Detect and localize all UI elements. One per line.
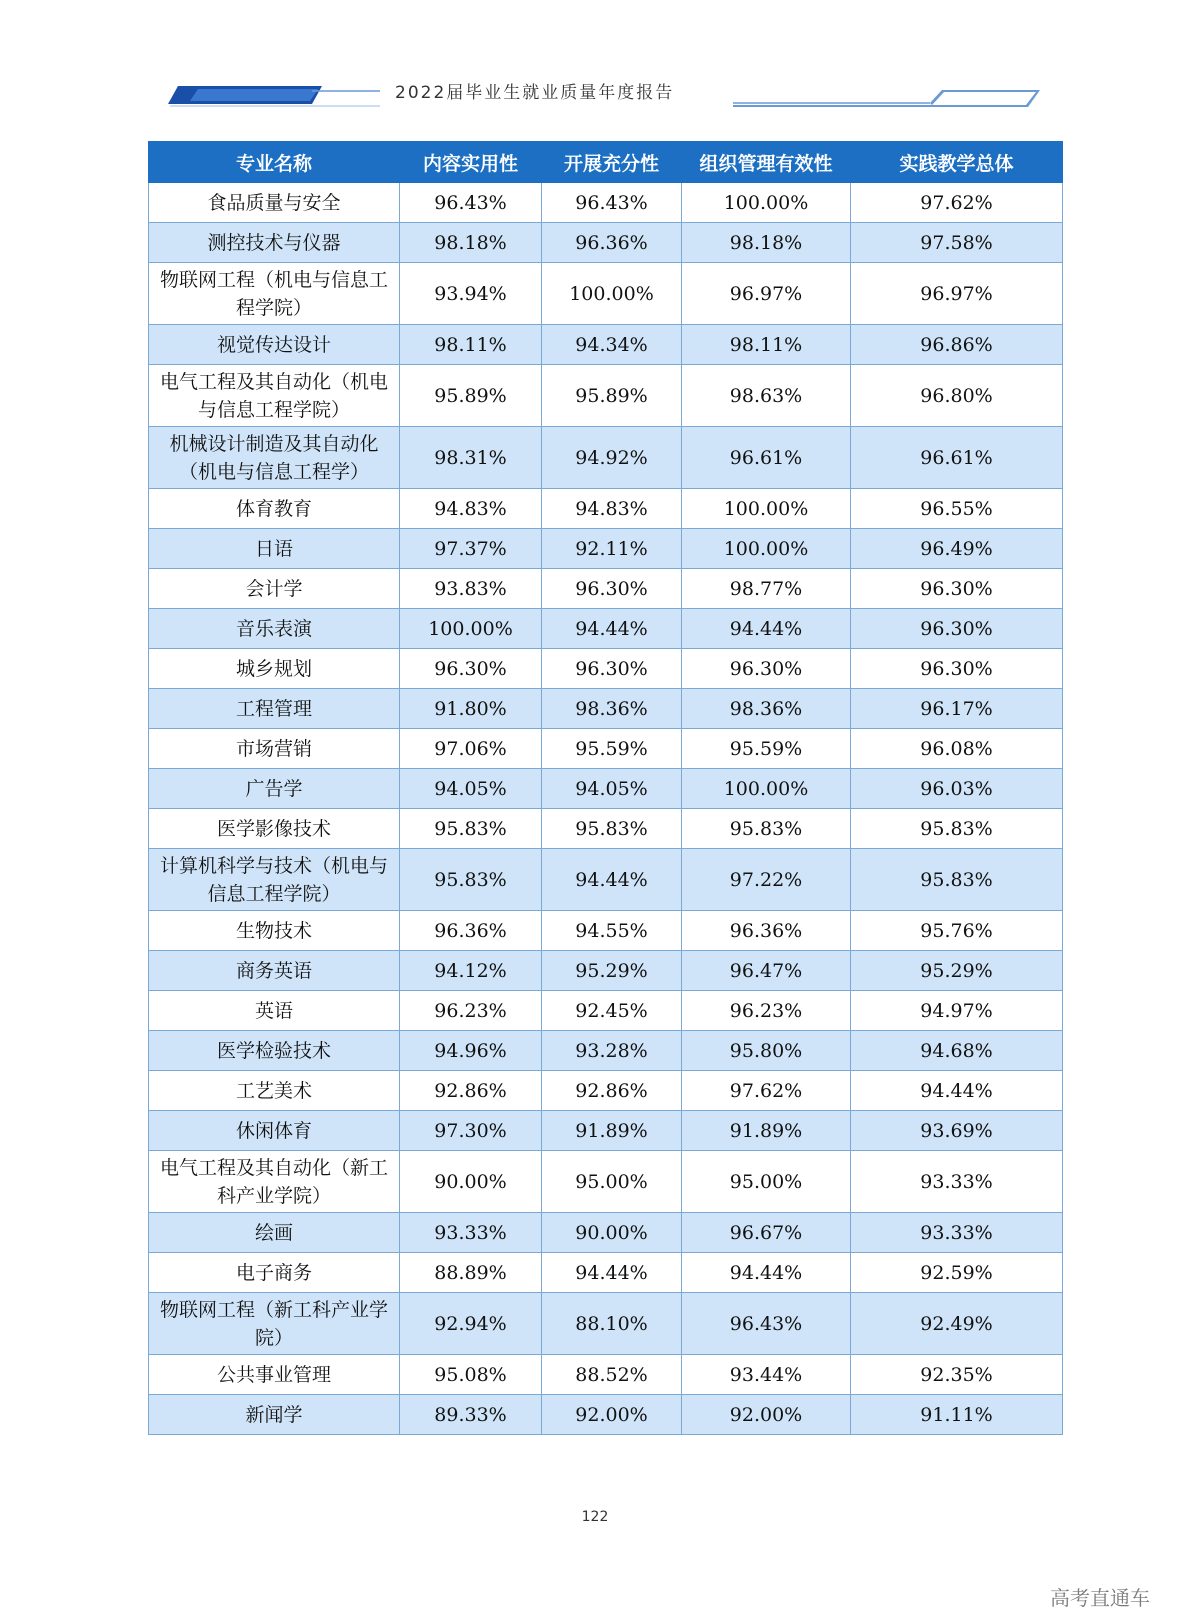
table-row (149, 489, 1063, 529)
percentage-cell: 92.35% (851, 1355, 1063, 1395)
percentage-cell: 96.03% (851, 769, 1063, 809)
table-row (149, 609, 1063, 649)
percentage-cell: 96.23% (682, 991, 851, 1031)
table-row (149, 991, 1063, 1031)
major-name-cell: 测控技术与仪器 (149, 223, 400, 263)
major-name-cell: 英语 (149, 991, 400, 1031)
table-row (149, 1355, 1063, 1395)
major-name-cell: 休闲体育 (149, 1111, 400, 1151)
table-row (149, 769, 1063, 809)
column-header: 实践教学总体 (851, 142, 1063, 183)
percentage-cell: 95.83% (682, 809, 851, 849)
percentage-cell: 92.00% (542, 1395, 682, 1435)
watermark-text: 高考直通车 (1050, 1586, 1150, 1610)
practice-teaching-table (148, 141, 1063, 1435)
major-name-cell: 物联网工程（机电与信息工程学院） (149, 263, 400, 325)
percentage-cell: 96.30% (400, 649, 542, 689)
header-banner-graphic (0, 0, 1190, 130)
percentage-cell: 96.61% (682, 427, 851, 489)
percentage-cell: 96.97% (851, 263, 1063, 325)
percentage-cell: 96.30% (851, 569, 1063, 609)
major-name-cell: 工程管理 (149, 689, 400, 729)
major-name-cell: 医学检验技术 (149, 1031, 400, 1071)
percentage-cell: 93.94% (400, 263, 542, 325)
percentage-cell: 96.86% (851, 325, 1063, 365)
percentage-cell: 95.00% (682, 1151, 851, 1213)
percentage-cell: 91.89% (542, 1111, 682, 1151)
percentage-cell: 96.30% (682, 649, 851, 689)
major-name-cell: 绘画 (149, 1213, 400, 1253)
major-name-cell: 视觉传达设计 (149, 325, 400, 365)
percentage-cell: 95.29% (542, 951, 682, 991)
percentage-cell: 94.12% (400, 951, 542, 991)
major-name-cell: 日语 (149, 529, 400, 569)
percentage-cell: 96.36% (682, 911, 851, 951)
major-name-cell: 计算机科学与技术（机电与信息工程学院） (149, 849, 400, 911)
percentage-cell: 93.69% (851, 1111, 1063, 1151)
table-row (149, 649, 1063, 689)
percentage-cell: 92.45% (542, 991, 682, 1031)
column-header: 专业名称 (149, 142, 400, 183)
percentage-cell: 92.49% (851, 1293, 1063, 1355)
percentage-cell: 93.44% (682, 1355, 851, 1395)
major-name-cell: 食品质量与安全 (149, 183, 400, 223)
percentage-cell: 95.83% (851, 849, 1063, 911)
percentage-cell: 100.00% (682, 529, 851, 569)
table-row (149, 1151, 1063, 1213)
table-row (149, 1253, 1063, 1293)
table-row (149, 569, 1063, 609)
percentage-cell: 92.00% (682, 1395, 851, 1435)
percentage-cell: 94.44% (682, 1253, 851, 1293)
percentage-cell: 91.11% (851, 1395, 1063, 1435)
percentage-cell: 96.30% (851, 609, 1063, 649)
table-row (149, 529, 1063, 569)
major-name-cell: 音乐表演 (149, 609, 400, 649)
major-name-cell: 电气工程及其自动化（新工科产业学院） (149, 1151, 400, 1213)
percentage-cell: 100.00% (682, 769, 851, 809)
major-name-cell: 体育教育 (149, 489, 400, 529)
percentage-cell: 95.29% (851, 951, 1063, 991)
percentage-cell: 98.63% (682, 365, 851, 427)
percentage-cell: 95.08% (400, 1355, 542, 1395)
table-row (149, 1071, 1063, 1111)
table-row (149, 849, 1063, 911)
percentage-cell: 94.83% (400, 489, 542, 529)
percentage-cell: 92.11% (542, 529, 682, 569)
percentage-cell: 97.62% (682, 1071, 851, 1111)
percentage-cell: 94.44% (542, 609, 682, 649)
table-row (149, 951, 1063, 991)
major-name-cell: 医学影像技术 (149, 809, 400, 849)
percentage-cell: 88.10% (542, 1293, 682, 1355)
percentage-cell: 93.33% (851, 1151, 1063, 1213)
major-name-cell: 电子商务 (149, 1253, 400, 1293)
column-header: 开展充分性 (542, 142, 682, 183)
percentage-cell: 97.30% (400, 1111, 542, 1151)
table-row (149, 183, 1063, 223)
percentage-cell: 94.68% (851, 1031, 1063, 1071)
table-row (149, 263, 1063, 325)
percentage-cell: 98.18% (400, 223, 542, 263)
percentage-cell: 95.83% (400, 809, 542, 849)
major-name-cell: 物联网工程（新工科产业学院） (149, 1293, 400, 1355)
percentage-cell: 94.44% (851, 1071, 1063, 1111)
percentage-cell: 95.83% (851, 809, 1063, 849)
table-row (149, 1293, 1063, 1355)
column-header: 内容实用性 (400, 142, 542, 183)
major-name-cell: 广告学 (149, 769, 400, 809)
percentage-cell: 91.89% (682, 1111, 851, 1151)
table-row (149, 729, 1063, 769)
percentage-cell: 90.00% (400, 1151, 542, 1213)
percentage-cell: 96.36% (400, 911, 542, 951)
major-name-cell: 新闻学 (149, 1395, 400, 1435)
percentage-cell: 93.33% (400, 1213, 542, 1253)
percentage-cell: 98.11% (400, 325, 542, 365)
percentage-cell: 96.30% (542, 569, 682, 609)
percentage-cell: 95.89% (400, 365, 542, 427)
table-row (149, 427, 1063, 489)
percentage-cell: 88.89% (400, 1253, 542, 1293)
percentage-cell: 95.83% (400, 849, 542, 911)
percentage-cell: 94.92% (542, 427, 682, 489)
percentage-cell: 98.18% (682, 223, 851, 263)
percentage-cell: 93.83% (400, 569, 542, 609)
percentage-cell: 92.94% (400, 1293, 542, 1355)
percentage-cell: 96.97% (682, 263, 851, 325)
report-header (0, 0, 1190, 130)
percentage-cell: 95.00% (542, 1151, 682, 1213)
percentage-cell: 94.83% (542, 489, 682, 529)
percentage-cell: 96.80% (851, 365, 1063, 427)
percentage-cell: 94.96% (400, 1031, 542, 1071)
percentage-cell: 97.58% (851, 223, 1063, 263)
percentage-cell: 98.11% (682, 325, 851, 365)
table-row (149, 1395, 1063, 1435)
column-header: 组织管理有效性 (682, 142, 851, 183)
percentage-cell: 96.17% (851, 689, 1063, 729)
percentage-cell: 93.28% (542, 1031, 682, 1071)
percentage-cell: 96.43% (542, 183, 682, 223)
percentage-cell: 94.55% (542, 911, 682, 951)
table-row (149, 911, 1063, 951)
major-name-cell: 生物技术 (149, 911, 400, 951)
table-row (149, 1111, 1063, 1151)
percentage-cell: 95.59% (682, 729, 851, 769)
table-row (149, 689, 1063, 729)
table-row (149, 1031, 1063, 1071)
percentage-cell: 94.44% (542, 849, 682, 911)
major-name-cell: 城乡规划 (149, 649, 400, 689)
percentage-cell: 100.00% (682, 489, 851, 529)
major-name-cell: 市场营销 (149, 729, 400, 769)
major-name-cell: 公共事业管理 (149, 1355, 400, 1395)
percentage-cell: 100.00% (400, 609, 542, 649)
major-name-cell: 电气工程及其自动化（机电与信息工程学院） (149, 365, 400, 427)
table-row (149, 809, 1063, 849)
percentage-cell: 97.06% (400, 729, 542, 769)
percentage-cell: 96.30% (542, 649, 682, 689)
percentage-cell: 100.00% (682, 183, 851, 223)
table-row (149, 325, 1063, 365)
major-name-cell: 会计学 (149, 569, 400, 609)
report-title: 2022届毕业生就业质量年度报告 (395, 83, 675, 103)
table-row (149, 1213, 1063, 1253)
major-name-cell: 工艺美术 (149, 1071, 400, 1111)
percentage-cell: 96.67% (682, 1213, 851, 1253)
percentage-cell: 98.77% (682, 569, 851, 609)
major-name-cell: 商务英语 (149, 951, 400, 991)
major-name-cell: 机械设计制造及其自动化（机电与信息工程学） (149, 427, 400, 489)
percentage-cell: 98.36% (682, 689, 851, 729)
percentage-cell: 94.44% (542, 1253, 682, 1293)
percentage-cell: 96.36% (542, 223, 682, 263)
percentage-cell: 94.34% (542, 325, 682, 365)
percentage-cell: 97.62% (851, 183, 1063, 223)
percentage-cell: 95.89% (542, 365, 682, 427)
table-row (149, 223, 1063, 263)
percentage-cell: 100.00% (542, 263, 682, 325)
percentage-cell: 96.30% (851, 649, 1063, 689)
percentage-cell: 92.86% (400, 1071, 542, 1111)
percentage-cell: 95.76% (851, 911, 1063, 951)
percentage-cell: 96.23% (400, 991, 542, 1031)
percentage-cell: 96.49% (851, 529, 1063, 569)
percentage-cell: 90.00% (542, 1213, 682, 1253)
percentage-cell: 96.55% (851, 489, 1063, 529)
percentage-cell: 96.47% (682, 951, 851, 991)
percentage-cell: 94.05% (400, 769, 542, 809)
percentage-cell: 95.83% (542, 809, 682, 849)
percentage-cell: 97.22% (682, 849, 851, 911)
percentage-cell: 96.43% (400, 183, 542, 223)
percentage-cell: 95.80% (682, 1031, 851, 1071)
percentage-cell: 93.33% (851, 1213, 1063, 1253)
percentage-cell: 96.43% (682, 1293, 851, 1355)
percentage-cell: 94.44% (682, 609, 851, 649)
percentage-cell: 98.36% (542, 689, 682, 729)
percentage-cell: 94.05% (542, 769, 682, 809)
percentage-cell: 96.08% (851, 729, 1063, 769)
percentage-cell: 89.33% (400, 1395, 542, 1435)
percentage-cell: 95.59% (542, 729, 682, 769)
percentage-cell: 92.59% (851, 1253, 1063, 1293)
table-header-row (149, 142, 1063, 183)
percentage-cell: 92.86% (542, 1071, 682, 1111)
table-row (149, 365, 1063, 427)
percentage-cell: 88.52% (542, 1355, 682, 1395)
percentage-cell: 97.37% (400, 529, 542, 569)
percentage-cell: 91.80% (400, 689, 542, 729)
page-number: 122 (581, 1509, 609, 1525)
percentage-cell: 96.61% (851, 427, 1063, 489)
percentage-cell: 94.97% (851, 991, 1063, 1031)
percentage-cell: 98.31% (400, 427, 542, 489)
